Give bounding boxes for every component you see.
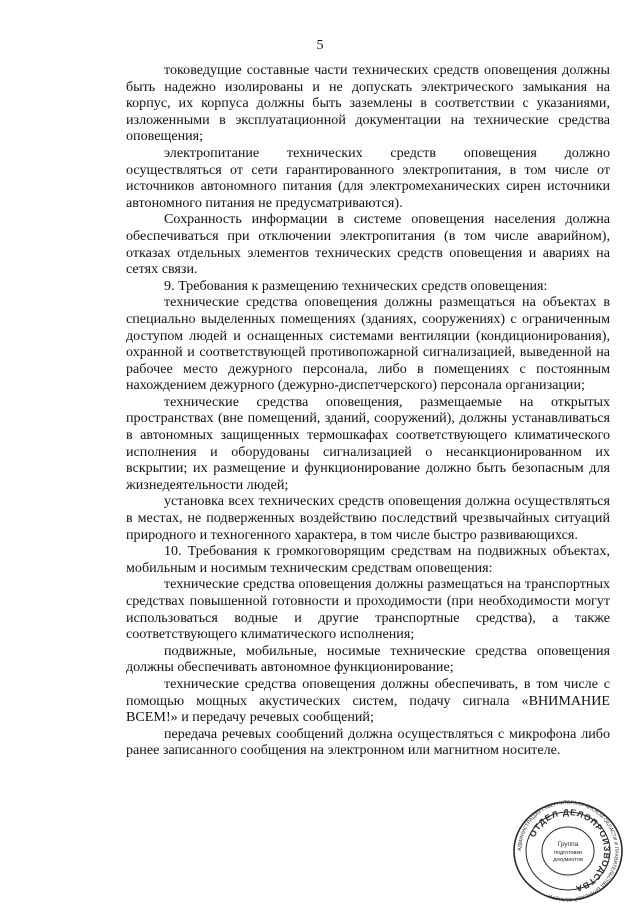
section-heading-9: 9. Требования к размещению технических средств оповещения: bbox=[164, 277, 548, 294]
stamp-center-line: подготовки bbox=[554, 850, 582, 856]
paragraph: подвижные, мобильные, носимые технические средства оповещения должны обеспечивать автономное функционирование; bbox=[126, 642, 610, 676]
stamp-outer-text: АДМИНИСТРАЦИЯ ГУБЕРНАТОРА БРЯНСКОЙ ОБЛАСТИ И ПРАВИТЕЛЬСТВА БРЯНСКОЙ ОБЛАСТИ bbox=[516, 800, 620, 902]
page-number: 5 bbox=[316, 38, 324, 53]
stamp-center-line: документов bbox=[553, 857, 583, 863]
paragraph: технические средства оповещения должны обеспечивать, в том числе с помощью мощных акустических систем, подачу сигнала «ВНИМАНИЕ ВСЕМ!» и передачу речевых сообщений; bbox=[126, 675, 610, 726]
stamp-ring-text: ОТДЕЛ ДЕЛОПРОИЗВОДСТВА bbox=[527, 806, 613, 895]
paragraph: установка всех технических средств оповещения должна осуществляться в местах, не подверженных воздействию последствий чрезвычайных ситуаций природного и техногенного характера, в том числе быстро развивающихся. bbox=[126, 493, 610, 543]
document-body bbox=[126, 62, 610, 759]
paragraph: токоведущие составные части технических средств оповещения должны быть надежно изолированы и не допускать электрического замыкания на корпус, их корпуса должны быть заземлены в соответствии с указаниями, изложенными в эксплуатационной документации на технические средства оповещения; bbox=[126, 62, 610, 145]
paragraph: технические средства оповещения должны размещаться на транспортных средствах повышенной готовности и проходимости (при необходимости могут использоваться водные и другие транспортные средства), а также соответствующего климатического исполнения; bbox=[126, 576, 610, 643]
paragraph: передача речевых сообщений должна осуществляться с микрофона либо ранее записанного сообщения на электронном или магнитном носителе. bbox=[126, 725, 610, 759]
paragraph: Сохранность информации в системе оповещения населения должна обеспечиваться при отключении электропитания (в том числе аварийном), отказах отдельных элементов технических средств оповещения и авариях на сетях связи. bbox=[126, 211, 610, 278]
stamp-center-line: Группа bbox=[557, 841, 579, 848]
paragraph: электропитание технических средств оповещения должно осуществляться от сети гарантированного электропитания, в том числе от источников автономного питания (для электромеханических сирен источники автономного питания не предусматриваются). bbox=[126, 144, 610, 211]
section-heading-10: 10. Требования к громкоговорящим средствам на подвижных объектах, мобильным и носимым техническим средствам оповещения: bbox=[126, 543, 610, 576]
office-stamp bbox=[512, 800, 624, 902]
paragraph: технические средства оповещения, размещаемые на открытых пространствах (вне помещений, зданий, сооружений), должны устанавливаться в автономных защищенных термошкафах соответствующего климатического исполнения и оборудованы сигнализацией о несанкционированном их вскрытии; их размещение и функционирование должно быть безопасным для жизнедеятельности людей; bbox=[126, 393, 610, 493]
paragraph: технические средства оповещения должны размещаться на объектах в специально выделенных помещениях (зданиях, сооружениях) с ограниченным доступом людей и оснащенных системами вентиляции (кондиционирования), охранной и соответствующей противопожарной сигнализацией, выведенной на рабочее место дежурного персонала, либо в помещениях с постоянным нахождением дежурного (дежурно-диспетчерского) персонала организации; bbox=[126, 294, 610, 394]
